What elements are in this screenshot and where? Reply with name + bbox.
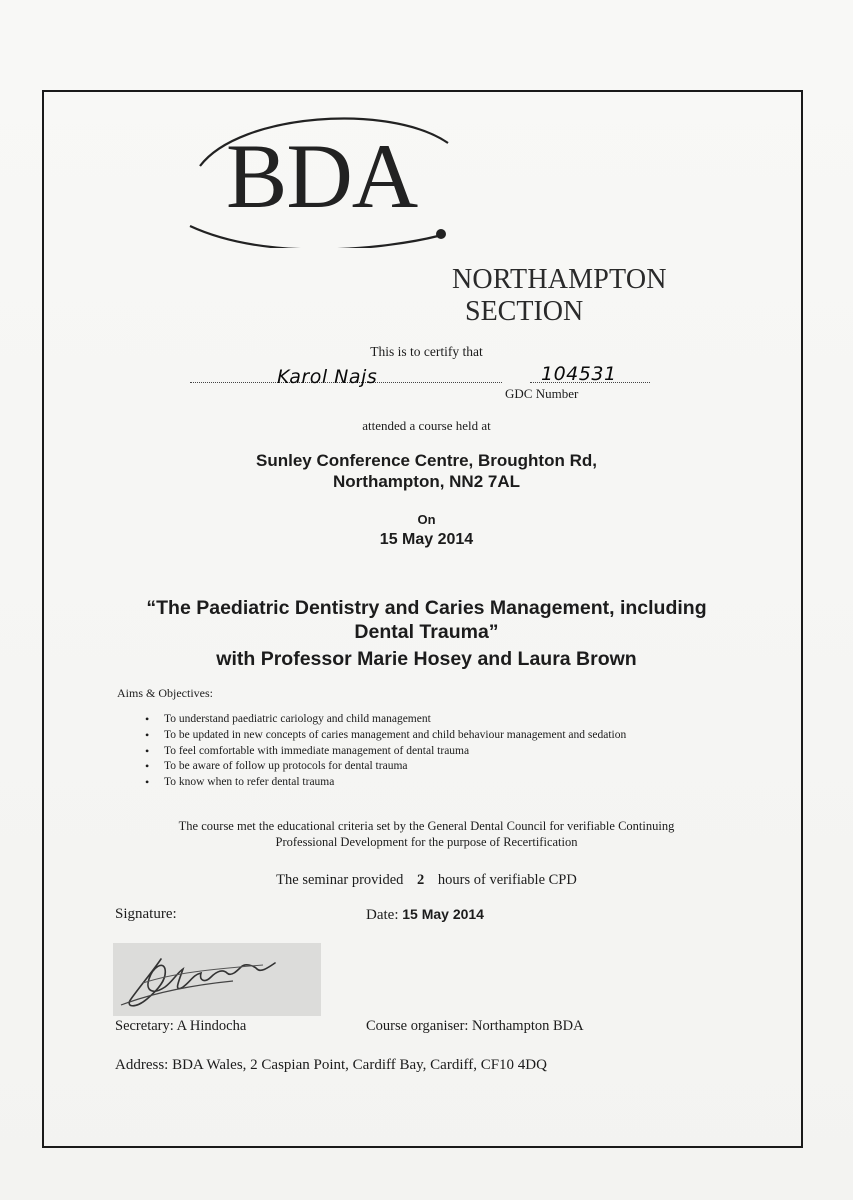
aims-list-item: • To be aware of follow up protocols for dental trauma xyxy=(145,759,626,775)
address: Address: BDA Wales, 2 Caspian Point, Cardiff Bay, Cardiff, CF10 4DQ xyxy=(115,1057,547,1073)
attended-text: attended a course held at xyxy=(362,418,491,433)
aims-list-item: • To be updated in new concepts of caries management and child behaviour management and sedation xyxy=(145,728,626,744)
recipient-name: Karol Najs xyxy=(277,366,378,388)
aims-list xyxy=(145,712,626,791)
course-title xyxy=(0,596,853,644)
cpd-prefix: The seminar provided xyxy=(276,872,404,888)
venue xyxy=(0,450,853,492)
aims-list-item: • To feel comfortable with immediate management of dental trauma xyxy=(145,744,626,760)
secretary-name: A Hindocha xyxy=(176,1018,247,1034)
organiser-label: Course organiser: xyxy=(366,1018,469,1034)
aims-list-item: • To understand paediatric cariology and child management xyxy=(145,712,626,728)
certify-text: This is to certify that xyxy=(370,344,483,359)
signature-image xyxy=(113,943,321,1016)
course-title-line2: Dental Trauma” xyxy=(354,621,499,643)
organiser-name: Northampton BDA xyxy=(472,1018,584,1034)
cpd-suffix: hours of verifiable CPD xyxy=(437,872,577,888)
gdc-number: 104531 xyxy=(541,363,617,385)
cpd-statement xyxy=(0,872,853,889)
section-name-line1: NORTHAMPTON xyxy=(452,264,667,295)
on-text: On xyxy=(417,512,436,527)
cpd-hours: 2 xyxy=(417,872,425,888)
course-date: 15 May 2014 xyxy=(379,531,474,548)
gdc-label: GDC Number xyxy=(505,386,579,401)
venue-line1: Sunley Conference Centre, Broughton Rd, xyxy=(256,451,597,470)
logo-dot-icon xyxy=(436,229,446,239)
handwritten-signature-icon xyxy=(113,943,321,1016)
recipient-line xyxy=(190,363,660,401)
venue-line2: Northampton, NN2 7AL xyxy=(333,472,520,491)
bda-logo-text: BDA xyxy=(226,125,418,227)
secretary-label: Secretary: xyxy=(115,1018,174,1034)
date-field-label: Date: xyxy=(366,907,399,923)
criteria-line2: Professional Development for the purpose of Recertification xyxy=(275,835,578,849)
aims-label: Aims & Objectives: xyxy=(117,686,213,700)
date-field xyxy=(366,906,484,924)
signature-label: Signature: xyxy=(115,906,177,922)
course-organiser xyxy=(366,1018,584,1035)
course-presenters: with Professor Marie Hosey and Laura Brown xyxy=(216,648,637,670)
gdc-criteria-statement xyxy=(0,818,853,850)
section-name-line2: SECTION xyxy=(465,296,584,327)
date-field-value: 15 May 2014 xyxy=(402,906,484,922)
criteria-line1: The course met the educational criteria set by the General Dental Council for verifiable Continuing xyxy=(178,819,675,833)
aims-list-item: • To know when to refer dental trauma xyxy=(145,775,626,791)
course-title-line1: “The Paediatric Dentistry and Caries Management, including xyxy=(146,597,707,619)
secretary xyxy=(115,1018,246,1035)
